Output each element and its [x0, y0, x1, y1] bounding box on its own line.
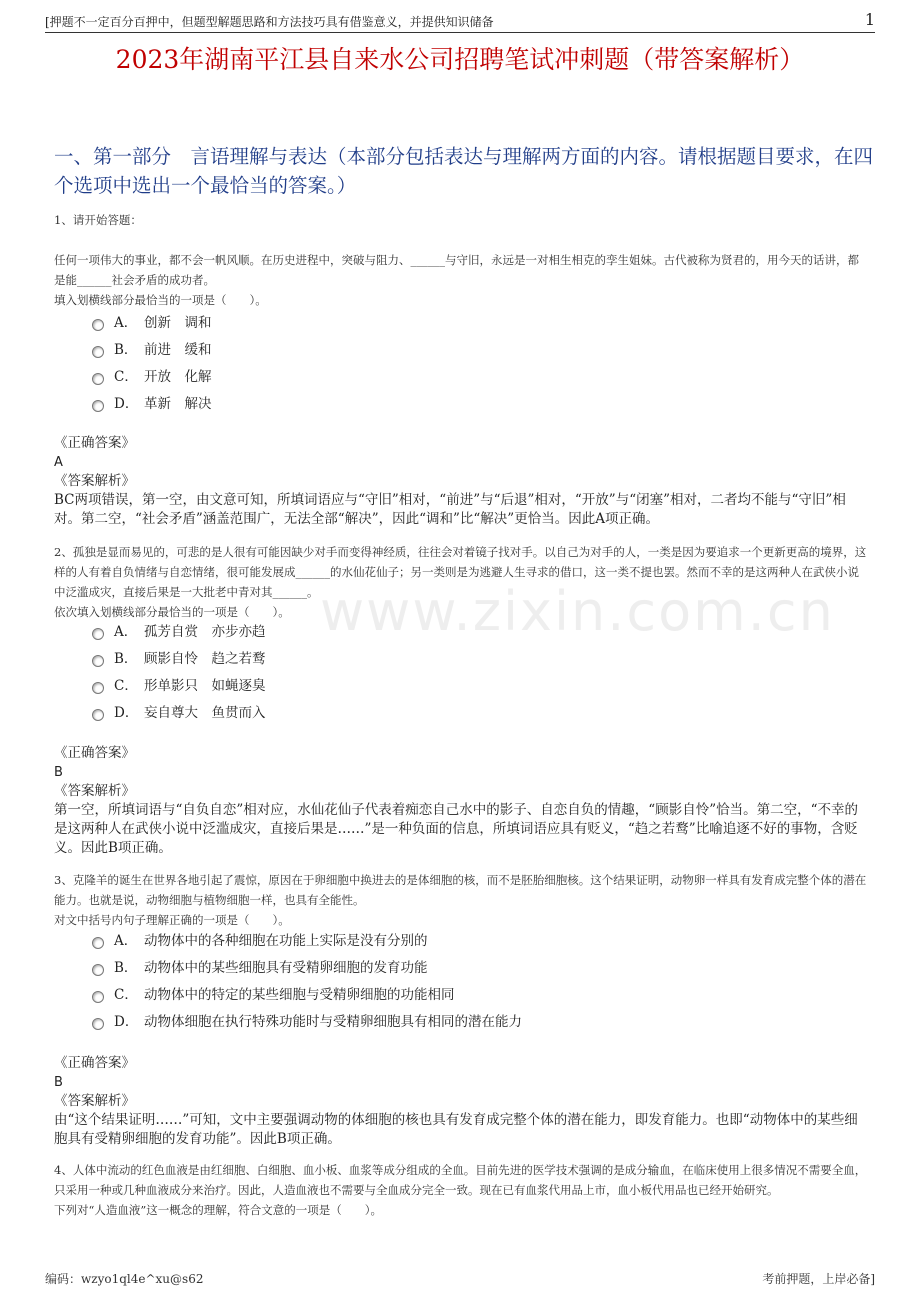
- question-3: [54, 870, 869, 930]
- question-stem: 2、孤独是显而易见的，可悲的是人很有可能因缺少对手而变得神经质，往往会对着镜子找对手。以自己为对手的人，一类是因为要追求一个更新更高的境界，这样的人有着自负情绪与自恋情绪，很可能发展成______的水仙花仙子；另一类则是为逃避人生寻求的借口，这一类不提也罢。然而不幸的是这两种人在武侠小说中泛滥成灾，直接后果是一大批老中青对其______。: [54, 545, 867, 599]
- watermark: www.zixin.com.cn: [320, 580, 835, 643]
- radio-icon[interactable]: [92, 628, 104, 640]
- question-stem: 4、人体中流动的红色血液是由红细胞、白细胞、血小板、血浆等成分组成的全血。目前先进的医学技术强调的是成分输血，在临床使用上很多情况不需要全血，只采用一种或几种血液成分来治疗。因此，人造血液也不需要与全血成分完全一致。现在已有血浆代用品上市，血小板代用品也已经开始研究。: [54, 1163, 867, 1197]
- options-q3: [92, 928, 872, 1036]
- header-note: [押题不一定百分百押中，但题型解题思路和方法技巧具有借鉴意义，并提供知识储备: [45, 15, 494, 29]
- radio-icon[interactable]: [92, 709, 104, 721]
- radio-icon[interactable]: [92, 991, 104, 1003]
- options-q1: [92, 310, 872, 418]
- page-header: [45, 12, 875, 33]
- option-b[interactable]: B． 动物体中的某些细胞具有受精卵细胞的发育功能: [92, 955, 872, 982]
- option-a[interactable]: A． 孤芳自赏 亦步亦趋: [92, 619, 872, 646]
- radio-icon[interactable]: [92, 682, 104, 694]
- option-b[interactable]: B． 顾影自怜 趋之若鹜: [92, 646, 872, 673]
- option-d[interactable]: D． 革新 解决: [92, 391, 872, 418]
- section-heading: 一、第一部分 言语理解与表达（本部分包括表达与理解两方面的内容。请根据题目要求，在四个选项中选出一个最恰当的答案。）: [54, 145, 874, 197]
- analysis-label: 《答案解析》: [54, 783, 135, 799]
- analysis-text: BC两项错误，第一空，由文意可知，所填词语应与“守旧”相对，“前进”与“后退”相对，“开放”与“闭塞”相对，二者均不能与“守旧”相对。第二空，“社会矛盾”涵盖范围广，无法全部“解决”，因此“调和”比“解决”更恰当。因此A项正确。: [54, 492, 846, 527]
- option-d[interactable]: D． 妄自尊大 鱼贯而入: [92, 700, 872, 727]
- option-a[interactable]: A． 动物体中的各种细胞在功能上实际是没有分别的: [92, 928, 872, 955]
- analysis-label: 《答案解析》: [54, 1093, 135, 1109]
- option-b[interactable]: B． 前进 缓和: [92, 337, 872, 364]
- page-number: 1: [864, 10, 875, 29]
- question-stem: 3、克隆羊的诞生在世界各地引起了震惊，原因在于卵细胞中换进去的是体细胞的核，而不是胚胎细胞核。这个结果证明，动物卵一样具有发育成完整个体的潜在能力。也就是说，动物细胞与植物细胞一样，也具有全能性。: [54, 873, 867, 907]
- question-prompt: 依次填入划横线部分最恰当的一项是（ ）。: [54, 605, 290, 619]
- document-title: 2023年湖南平江县自来水公司招聘笔试冲刺题（带答案解析）: [115, 45, 805, 74]
- question-prompt: 填入划横线部分最恰当的一项是（ ）。: [54, 293, 267, 307]
- radio-icon[interactable]: [92, 400, 104, 412]
- option-d[interactable]: D． 动物体细胞在执行特殊功能时与受精卵细胞具有相同的潜在能力: [92, 1009, 872, 1036]
- answer-block-q3: [54, 1054, 869, 1149]
- radio-icon[interactable]: [92, 346, 104, 358]
- radio-icon[interactable]: [92, 655, 104, 667]
- question-prompt: 下列对“人造血液”这一概念的理解，符合文意的一项是（ ）。: [54, 1203, 383, 1217]
- analysis-text: 由“这个结果证明……”可知，文中主要强调动物的体细胞的核也具有发育成完整个体的潜在能力，即发育能力。也即“动物体中的某些细胞具有受精卵细胞的发育功能”。因此B项正确。: [54, 1112, 858, 1147]
- question-prompt: 对文中括号内句子理解正确的一项是（ ）。: [54, 913, 290, 927]
- document-code: 编码：wzyo1ql4e^xu@s62: [45, 1272, 204, 1286]
- question-4: [54, 1160, 869, 1220]
- option-c[interactable]: C． 形单影只 如蝇逐臭: [92, 673, 872, 700]
- answer-label: 《正确答案》: [54, 435, 135, 451]
- answer-letter: B: [54, 1075, 63, 1090]
- start-label: 1、请开始答题：: [54, 213, 142, 227]
- question-stem: 任何一项伟大的事业，都不会一帆风顺。在历史进程中，突破与阻力、______与守旧，永远是一对相生相克的孪生姐妹。古代被称为贤君的，用今天的话讲，都是能______社会矛盾的成功者。: [54, 253, 859, 287]
- footer-slogan: 考前押题，上岸必备]: [762, 1272, 875, 1286]
- question-1: [54, 250, 869, 310]
- radio-icon[interactable]: [92, 1018, 104, 1030]
- answer-block-q1: [54, 434, 869, 529]
- radio-icon[interactable]: [92, 937, 104, 949]
- radio-icon[interactable]: [92, 964, 104, 976]
- radio-icon[interactable]: [92, 319, 104, 331]
- option-c[interactable]: C． 开放 化解: [92, 364, 872, 391]
- answer-letter: B: [54, 765, 63, 780]
- answer-letter: A: [54, 455, 63, 470]
- option-a[interactable]: A． 创新 调和: [92, 310, 872, 337]
- analysis-label: 《答案解析》: [54, 473, 135, 489]
- answer-label: 《正确答案》: [54, 745, 135, 761]
- option-c[interactable]: C． 动物体中的特定的某些细胞与受精卵细胞的功能相同: [92, 982, 872, 1009]
- answer-block-q2: [54, 744, 869, 858]
- answer-label: 《正确答案》: [54, 1055, 135, 1071]
- radio-icon[interactable]: [92, 373, 104, 385]
- analysis-text: 第一空，所填词语与“自负自恋”相对应，水仙花仙子代表着痴恋自己水中的影子、自恋自负的情趣，“顾影自怜”恰当。第二空，“不幸的是这两种人在武侠小说中泛滥成灾，直接后果是……”是一种负面的信息，所填词语应具有贬义，“趋之若鹜”比喻追逐不好的事物，含贬义。因此B项正确。: [54, 802, 859, 856]
